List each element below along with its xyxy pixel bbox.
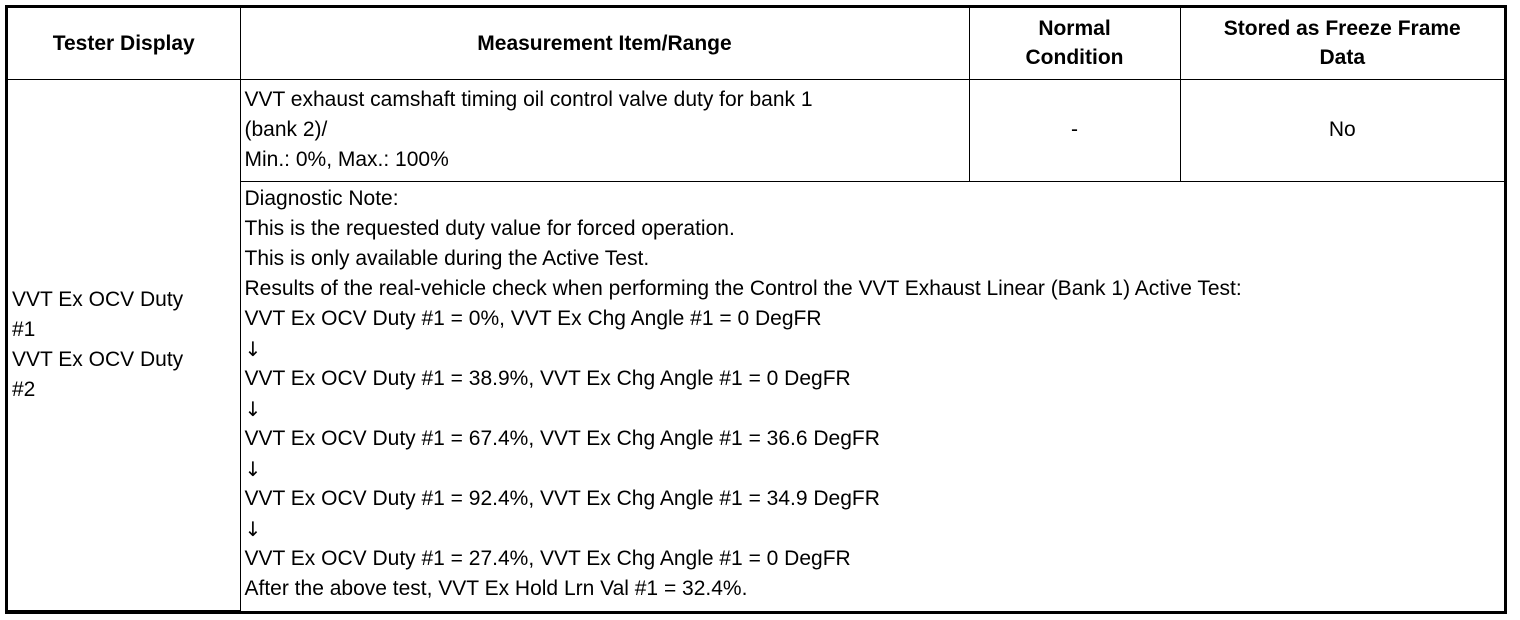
header-measurement-item: Measurement Item/Range [240, 8, 969, 79]
header-normal-condition [969, 8, 1180, 79]
diagnostic-note-cell [240, 181, 1504, 611]
measurement-line: VVT exhaust camshaft timing oil control valve duty for bank 1 [244, 88, 813, 111]
header-normal-line-1: Normal [1038, 17, 1111, 41]
normal-condition-cell: - [969, 79, 1180, 181]
measurement-row [8, 79, 1504, 181]
down-arrow-icon: ↓ [244, 396, 262, 421]
tester-display-line: #1 [12, 317, 36, 341]
note-line: VVT Ex OCV Duty #1 = 38.9%, VVT Ex Chg Angle #1 = 0 DegFR [244, 366, 851, 390]
tester-display-line: VVT Ex OCV Duty [12, 347, 184, 371]
header-freeze-line-2: Data [1319, 46, 1366, 70]
measurement-item-cell [240, 79, 969, 181]
measurement-line: Min.: 0%, Max.: 100% [244, 148, 449, 171]
header-normal-line-2: Condition [1025, 46, 1124, 70]
header-freeze-frame [1180, 8, 1504, 79]
header-row [8, 8, 1504, 79]
note-line: VVT Ex OCV Duty #1 = 92.4%, VVT Ex Chg Angle #1 = 34.9 DegFR [244, 486, 880, 510]
data-table [8, 8, 1504, 611]
note-line: Results of the real-vehicle check when performing the Control the VVT Exhaust Linear (Bank 1) Active Test: [244, 276, 1242, 300]
note-line: Diagnostic Note: [244, 186, 399, 210]
note-line: VVT Ex OCV Duty #1 = 27.4%, VVT Ex Chg Angle #1 = 0 DegFR [244, 546, 851, 570]
tester-display-line: VVT Ex OCV Duty [12, 287, 184, 311]
note-line: VVT Ex OCV Duty #1 = 0%, VVT Ex Chg Angle #1 = 0 DegFR [244, 306, 822, 330]
note-line: After the above test, VVT Ex Hold Lrn Val #1 = 32.4%. [244, 576, 748, 600]
freeze-frame-cell: No [1180, 79, 1504, 181]
tester-display-cell [8, 79, 240, 611]
data-table-frame [5, 5, 1507, 614]
header-freeze-line-1: Stored as Freeze Frame [1223, 17, 1461, 41]
note-line: This is the requested duty value for forced operation. [244, 216, 735, 240]
header-tester-display: Tester Display [8, 8, 240, 79]
down-arrow-icon: ↓ [244, 336, 262, 361]
tester-display-line: #2 [12, 377, 36, 401]
down-arrow-icon: ↓ [244, 456, 262, 481]
measurement-line: (bank 2)/ [244, 118, 328, 141]
note-line: This is only available during the Active Test. [244, 246, 650, 270]
note-line: VVT Ex OCV Duty #1 = 67.4%, VVT Ex Chg Angle #1 = 36.6 DegFR [244, 426, 880, 450]
down-arrow-icon: ↓ [244, 516, 262, 541]
